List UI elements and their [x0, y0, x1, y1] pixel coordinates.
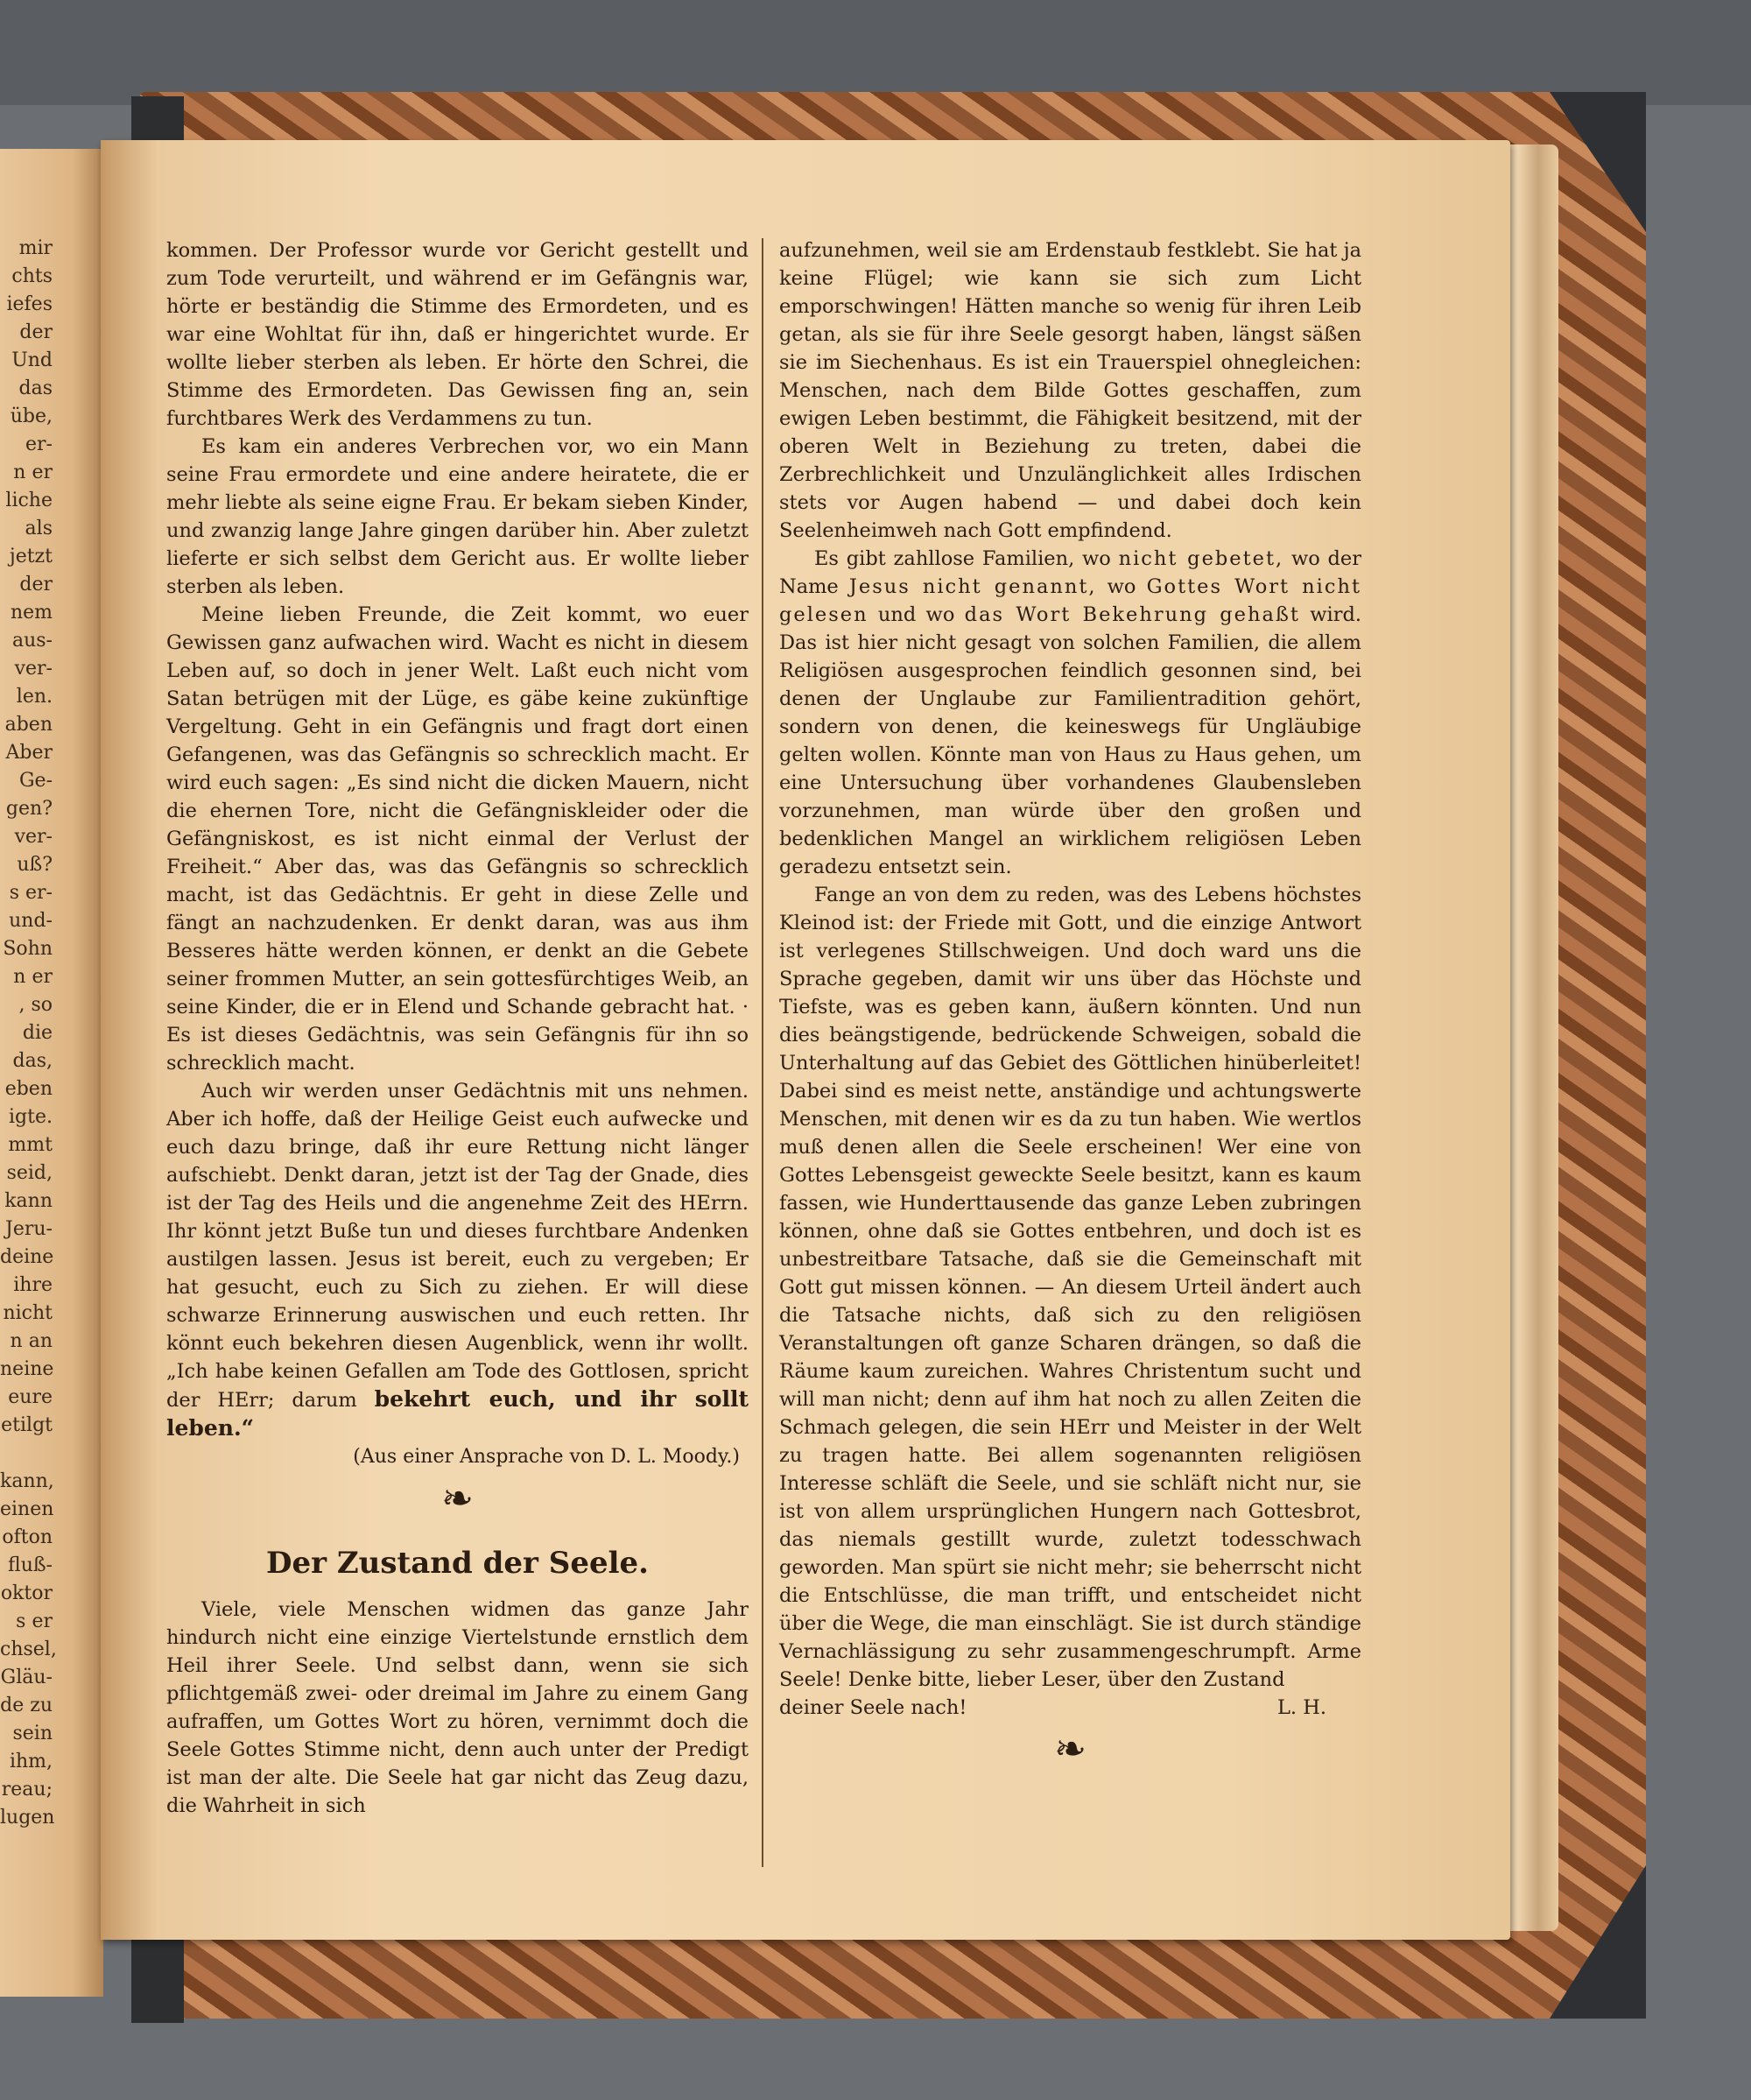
left-page-line: etilgt	[1, 1414, 53, 1436]
left-page-line: chsel,	[0, 1638, 57, 1660]
paragraph: Fange an von dem zu reden, was des Lebens höchstes Kleinod ist: der Friede mit Gott, und die einzige Antwort ist verlegenes Stillschweigen. Und doch ward uns die Sprache gegeben, damit wir uns über das Höchste und Tiefste, was es geben kann, äußern könnten. Und nun dies beängstigende, bedrückende Schweigen, sobald die Unterhaltung auf das Gebiet des Göttlichen hinüberleitet! Dabei sind es meist nette, anständige und achtungswerte Menschen, mit denen wir es da zu tun haben. Wie wertlos muß denen allen die Seele erscheinen! Wer eine von Gottes Lebensgeist geweckte Seele besitzt, kann es kaum fassen, wie Hunderttausende das ganze Leben zubringen können, ohne daß sie Gottes entbehren, und doch ist es unbestreitbare Tatsache, daß sie die Gemeinschaft mit Gott gut missen können. — An diesem Urteil ändert auch die Tatsache nichts, daß sich zu den religiösen Veranstaltungen oft ganze Scharen drängen, so daß die Räume kaum zureichen. Wahres Christentum sucht und will man nicht; denn auf ihm hat noch zu allen Zeiten die Schmach gelegen, die sein HErr und Meister in der Welt zu tragen hatte. Bei allem sogenannten religiösen Interesse schläft die Seele, und sie schläft nicht nur, sie ist von allem ursprünglichen Hungern nach Gottesbrot, das niemals gestillt wurde, zuletzt todesschwach geworden. Man spürt sie nicht mehr; sie beherrscht nicht die Entschlüsse, die man trifft, und entscheidet nicht über die Wege, die man einschlägt. Sie ist durch ständige Vernachlässigung zu sehr zusammengeschrumpft. Arme Seele! Denke bitte, lieber Leser, über den Zustand	[779, 884, 1361, 1691]
left-page-line: s er-	[9, 882, 53, 904]
left-page-line: ver-	[14, 658, 53, 680]
text: wo der Name	[779, 547, 1361, 598]
left-page-fragment	[0, 149, 103, 1997]
left-page-line: mir	[18, 237, 53, 259]
paragraph: aufzunehmen, weil sie am Erdenstaub festklebt. Sie hat ja keine Flügel; wie kann sie sich zum Licht emporschwingen! Hätten manche so wenig für ihren Leib getan, als sie für ihre Seele gesorgt haben, längst säßen sie im Siechenhaus. Es ist ein Trauerspiel ohnegleichen: Menschen, nach dem Bilde Gottes geschaffen, zum ewigen Leben bestimmt, die Fähigkeit besitzend, mit der oberen Welt in Beziehung zu treten, dabei die Zerbrechlichkeit und Unzulänglichkeit alles Irdischen stets vor Augen habend — und dabei doch kein Seelenheimweh nach Gott empfindend.	[779, 239, 1361, 542]
left-page-line: n an	[10, 1330, 53, 1352]
spaced-text: das Wort Bekehrung gehaßt	[964, 603, 1300, 626]
left-page-line: lugen	[0, 1807, 55, 1829]
left-page-line: len.	[16, 686, 53, 708]
left-page-line: Gläu-	[0, 1667, 53, 1688]
left-page-line: er-	[25, 433, 53, 455]
spaced-text: Gottes Wort nicht gelesen	[779, 575, 1361, 626]
left-page-line: mmt	[8, 1134, 53, 1156]
left-page-line: ofton	[2, 1526, 53, 1548]
left-page-line: gen?	[5, 798, 53, 820]
article-title: Der Zustand der Seele.	[266, 1546, 649, 1581]
left-page-line: ver-	[14, 826, 53, 848]
left-page-line: das,	[12, 1050, 53, 1072]
paragraph	[779, 545, 1361, 881]
spaced-text: nicht gebetet,	[1118, 547, 1284, 570]
left-page-line: kann	[4, 1190, 53, 1212]
closing-text: deiner Seele nach!	[779, 1696, 967, 1719]
paragraph: Viele, viele Menschen widmen das ganze Jahr hindurch nicht eine einzige Viertelstunde ernstlich dem Heil ihrer Seele. Und selbst dann, wenn sie sich pflichtgemäß zwei- oder dreimal im Jahre zu einem Gang aufraffen, um Gottes Wort zu hören, vernimmt doch die Seele Gottes Stimme nicht, denn auch unter der Predigt ist man der alte. Die Seele hat gar nicht das Zeug dazu, die Wahrheit in sich	[166, 1598, 749, 1817]
left-page-line: uß?	[17, 854, 53, 876]
column-left	[166, 236, 749, 1820]
left-page-line: nem	[10, 602, 53, 624]
left-page-line: iefes	[6, 293, 53, 315]
left-page-line: als	[25, 518, 53, 539]
left-page-line: ihm,	[9, 1751, 53, 1772]
left-page-line: aus-	[11, 630, 53, 652]
right-page	[101, 140, 1510, 1940]
left-page-line: n er	[13, 462, 53, 483]
paragraph-text: Auch wir werden unser Gedächtnis mit uns nehmen. Aber ich hoffe, daß der Heilige Geist euch aufwecke und euch dazu bringe, daß ihr eure Rettung nicht länger aufschiebt. Denkt daran, jetzt ist der Tag der Gnade, dies ist der Tag des Heils und die angenehme Zeit des HErrn. Ihr könnt jetzt Buße tun und dieses furchtbare Andenken austilgen lassen. Jesus ist bereit, euch zu vergeben; Er hat gesucht, euch zu Sich zu ziehen. Er will diese schwarze Erinnerung auswischen und euch retten. Ihr könnt euch bekehren diesen Augenblick, wenn ihr wollt. „Ich habe keinen Gefallen am Tode des Gottlosen, spricht der HErr; darum	[166, 1080, 749, 1412]
paragraph	[166, 1077, 749, 1443]
left-page-line: übe,	[10, 405, 53, 427]
paragraph: Meine lieben Freunde, die Zeit kommt, wo euer Gewissen ganz aufwachen wird. Wacht es nicht in diesem Leben auf, so doch in jener Welt. Laßt euch nicht vom Satan betrügen mit der Lüge, es gäbe keine zukünftige Vergeltung. Geht in ein Gefängnis und fragt dort einen Gefangenen, was das Gefängnis so schrecklich macht. Er wird euch sagen: „Es sind nicht die dicken Mauern, nicht die ehernen Tore, nicht die Gefängniskleider oder die Gefängniskost, es ist nicht einmal der Verlust der Freiheit.“ Aber das, was das Gefängnis so schrecklich macht, ist das Gedächtnis. Er geht in diese Zelle und fängt an nachzudenken. Er denkt daran, was aus ihm Besseres hätte werden können, er denkt an die Gebete seiner frommen Mutter, an sein gottesfürchtiges Weib, an seine Kinder, die er in Elend und Schande gebracht hat. · Es ist dieses Gedächtnis, was sein Gefängnis für ihn so schrecklich macht.	[166, 603, 749, 1075]
backdrop	[0, 0, 1751, 105]
left-page-line: nicht	[3, 1302, 53, 1324]
column-divider	[762, 238, 763, 1867]
paragraph: Es kam ein anderes Verbrechen vor, wo ein Mann seine Frau ermordete und eine andere heiratete, die er mehr liebte als seine eigne Frau. Er bekam sieben Kinder, und zwanzig lange Jahre gingen darüber hin. Aber zuletzt lieferte er sich selbst dem Gericht aus. Er wollte lieber sterben als leben.	[166, 435, 749, 598]
left-page-line	[0, 1440, 103, 1468]
left-page-line: fluß-	[8, 1554, 53, 1576]
left-page-line: und-	[9, 910, 53, 932]
source-attribution: (Aus einer Ansprache von D. L. Moody.)	[353, 1446, 740, 1468]
left-page-line: liche	[5, 490, 53, 511]
left-page-line: Aber	[5, 742, 53, 764]
left-page-line: de zu	[0, 1695, 53, 1716]
left-page-line: der	[19, 574, 53, 595]
column-right	[779, 236, 1361, 1778]
left-page-line: deine	[0, 1246, 54, 1268]
left-page-line: igte.	[9, 1106, 53, 1128]
ornament-icon: ❧	[441, 1476, 474, 1521]
text: wo	[1107, 575, 1136, 598]
left-page-line: jetzt	[9, 546, 53, 567]
left-page-line: einen	[0, 1498, 54, 1520]
left-page-line: neine	[0, 1358, 54, 1380]
left-page-line: Sohn	[3, 938, 53, 960]
left-page-line: Jeru-	[5, 1218, 53, 1240]
left-page-line: chts	[11, 265, 53, 287]
text: und wo	[877, 603, 955, 626]
left-page-line: aben	[4, 714, 53, 736]
left-page-line: reau;	[1, 1779, 53, 1801]
left-page-line: oktor	[0, 1582, 53, 1604]
ornament-icon: ❧	[1054, 1727, 1086, 1772]
left-page-line: der	[19, 321, 53, 343]
paragraph: kommen. Der Professor wurde vor Gericht gestellt und zum Tode verurteilt, und während er im Gefängnis war, hörte er beständig die Stimme des Ermordeten, und es war eine Wohltat für ihn, daß er hingerichtet wurde. Er wollte lieber sterben als leben. Er hörte den Schrei, die Stimme des Ermordeten. Das Gewissen fing an, sein furchtbares Werk des Verdammens zu tun.	[166, 239, 749, 430]
spaced-text: Jesus nicht genannt,	[848, 575, 1097, 598]
left-page-line: Und	[11, 349, 53, 371]
left-page-line: das	[18, 377, 53, 399]
left-page-line: seid,	[6, 1162, 53, 1184]
left-page-line: die	[22, 1022, 53, 1044]
left-page-line: n er	[13, 966, 53, 988]
text: Es gibt zahllose Familien, wo	[814, 547, 1111, 570]
left-page-line: eure	[8, 1386, 53, 1408]
text: wird. Das ist hier nicht gesagt von solchen Familien, die allem Religiösen ausgesprochen feindlich gesonnen sind, bei denen der Unglaube zur Familientradition gehört, sondern von denen, die keineswegs für Ungläubige gelten wollen. Könnte man von Haus zu Haus gehen, um eine Untersuchung über vorhandenes Glaubensleben vorzunehmen, man würde über den großen und bedenklichen Mangel an wirklichem religiösen Leben geradezu entsetzt sein.	[779, 603, 1362, 878]
emphasis-text: bekehrt euch, und ihr sollt leben.“	[166, 1386, 749, 1441]
left-page-line: kann,	[0, 1470, 54, 1492]
left-page-line: sein	[12, 1723, 53, 1744]
signature: L. H.	[1276, 1696, 1326, 1719]
left-page-line: s er	[16, 1610, 53, 1632]
left-page-line: eben	[4, 1078, 53, 1100]
closing-line	[779, 1694, 1361, 1722]
left-page-line: , so	[18, 994, 53, 1016]
left-page-line: Ge-	[18, 770, 53, 792]
left-page-line: ihre	[13, 1274, 53, 1296]
